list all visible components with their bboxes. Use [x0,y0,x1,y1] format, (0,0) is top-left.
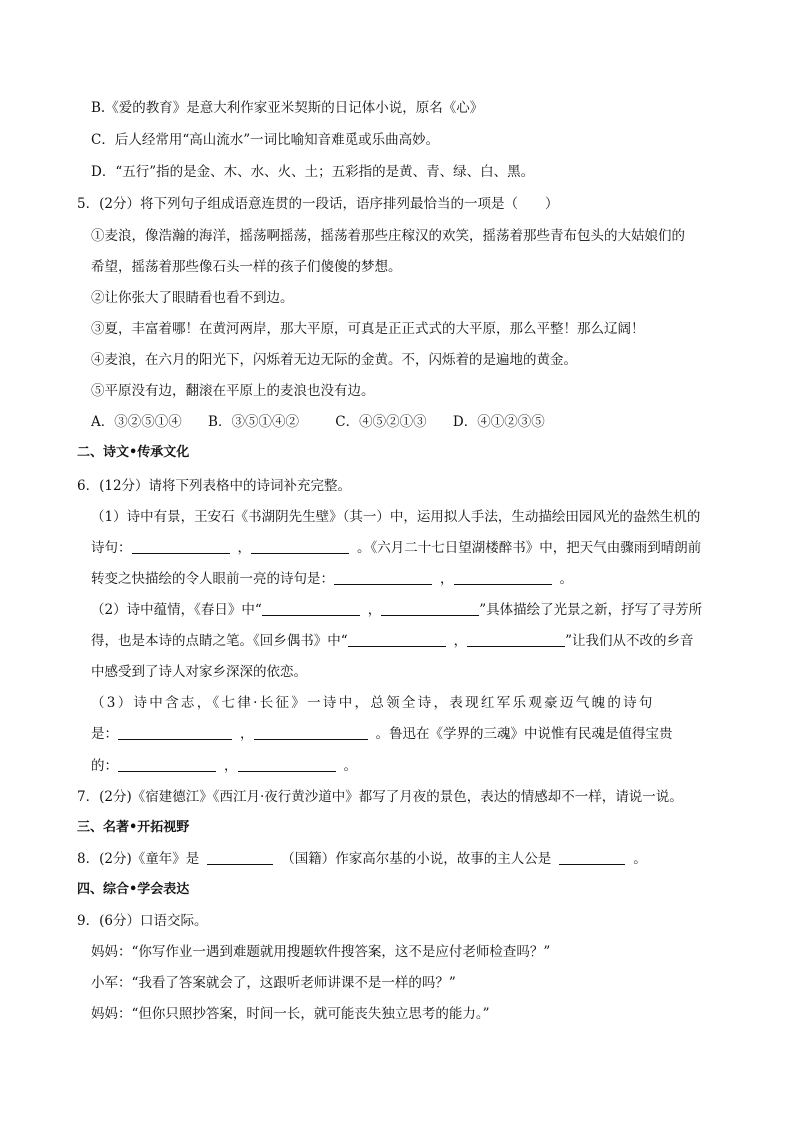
q4-option-d: D．“五行”指的是金、木、水、火、土；五彩指的是黄、青、绿、白、黑。 [91,164,535,180]
section-heading-classics: 三、名著•开拓视野 [77,820,190,835]
q6-part2-line3: 中感受到了诗人对家乡深深的依恋。 [91,664,307,680]
q6-part3-line1: （3）诗中含志，《七律·长征》一诗中，总领全诗，表现红军乐观豪迈气魄的诗句 [91,695,655,711]
answer-blank[interactable] [262,601,360,616]
answer-blank[interactable] [467,632,565,647]
q4-option-c: C．后人经常用“高山流水”一词比喻知音难觅或乐曲高妙。 [91,132,440,148]
answer-blank[interactable] [118,725,232,740]
q5-sentence-5: ⑤平原没有边，翻滚在平原上的麦浪也没有边。 [91,383,375,399]
answer-blank[interactable] [334,570,432,585]
q5-sentence-3: ③夏，丰富着哪！在黄河两岸，那大平原，可真是正正式式的大平原，那么平整！那么辽阔！ [91,321,645,337]
q6-part1-line3: 转变之快描绘的令人眼前一亮的诗句是： ， 。 [91,571,573,587]
question-8: 8．(2分)《童年》是 （国籍）作家高尔基的小说，故事的主人公是 。 [77,851,647,867]
q5-option-b[interactable]: B．③⑤①④② [208,414,299,430]
q5-sentence-1: ①麦浪，像浩瀚的海洋，摇荡啊摇荡，摇荡着那些庄稼汉的欢笑，摇荡着那些青布包头的大姑娘们的 [91,228,685,244]
q6-part2-line1: （2）诗中蕴情，《春日》中“ ， ”具体描绘了光景之新，抒写了寻芳所 [91,602,703,618]
q5-sentence-1-cont: 希望，摇荡着那些像石头一样的孩子们傻傻的梦想。 [91,259,402,275]
section-heading-comprehensive: 四、综合•学会表达 [77,882,190,897]
q5-option-d[interactable]: D．④①②③⑤ [452,414,545,430]
q5-sentence-4: ④麦浪，在六月的阳光下，闪烁着无边无际的金黄。不，闪烁着的是遍地的黄金。 [91,352,577,368]
q6-part2-line2: 得，也是本诗的点睛之笔。《回乡偶书》中“ ， ”让我们从不改的乡音 [91,633,694,649]
answer-blank[interactable] [207,850,273,865]
q5-options [91,412,545,432]
section-heading-poetry: 二、诗文•传承文化 [77,445,190,460]
q5-stem: 5．(2分）将下列句子组成语意连贯的一段话，语序排列最恰当的一项是（ ） [77,196,559,212]
answer-blank[interactable] [254,725,368,740]
question-7: 7．(2分)《宿建德江》《西江月·夜行黄沙道中》都写了月夜的景色，表达的情感却不一样，请说一说。 [77,789,683,805]
answer-blank[interactable] [348,632,446,647]
q6-part1-line1: （1）诗中有景，王安石《书湖阴先生壁》（其一）中，运用拟人手法，生动描绘田园风光的盎然生机的 [91,509,701,525]
q9-dialogue-3: 妈妈：“但你只照抄答案，时间一长，就可能丧失独立思考的能力。” [91,1006,490,1022]
answer-blank[interactable] [238,757,336,772]
q9-dialogue-1: 妈妈：“你写作业一遇到难题就用搜题软件搜答案，这不是应付老师检查吗？” [91,944,551,960]
q6-stem: 6．(12分）请将下列表格中的诗词补充完整。 [77,478,352,494]
answer-blank[interactable] [118,757,216,772]
q6-part3-line3: 的： ， 。 [91,758,357,774]
answer-blank[interactable] [132,539,230,554]
q5-option-c[interactable]: C．④⑤②①③ [335,414,427,430]
answer-blank[interactable] [381,601,479,616]
q6-part3-line2: 是： ， 。鲁迅在《学界的三魂》中说惟有民魂是值得宝贵 [91,726,673,742]
q6-part1-line2: 诗句： ， 。《六月二十七日望湖楼醉书》中，把天气由骤雨到晴朗前 [91,540,702,556]
q5-sentence-2: ②让你张大了眼睛看也看不到边。 [91,290,294,306]
answer-blank[interactable] [251,539,349,554]
q9-dialogue-2: 小军：“我看了答案就会了，这跟听老师讲课不是一样的吗？” [91,975,456,991]
answer-blank[interactable] [559,850,625,865]
q4-option-b: B.《爱的教育》是意大利作家亚米契斯的日记体小说，原名《心》 [91,100,484,116]
answer-blank[interactable] [454,570,552,585]
q5-option-a[interactable]: A．③②⑤①④ [91,414,182,430]
q9-stem: 9．(6分）口语交际。 [77,913,208,929]
